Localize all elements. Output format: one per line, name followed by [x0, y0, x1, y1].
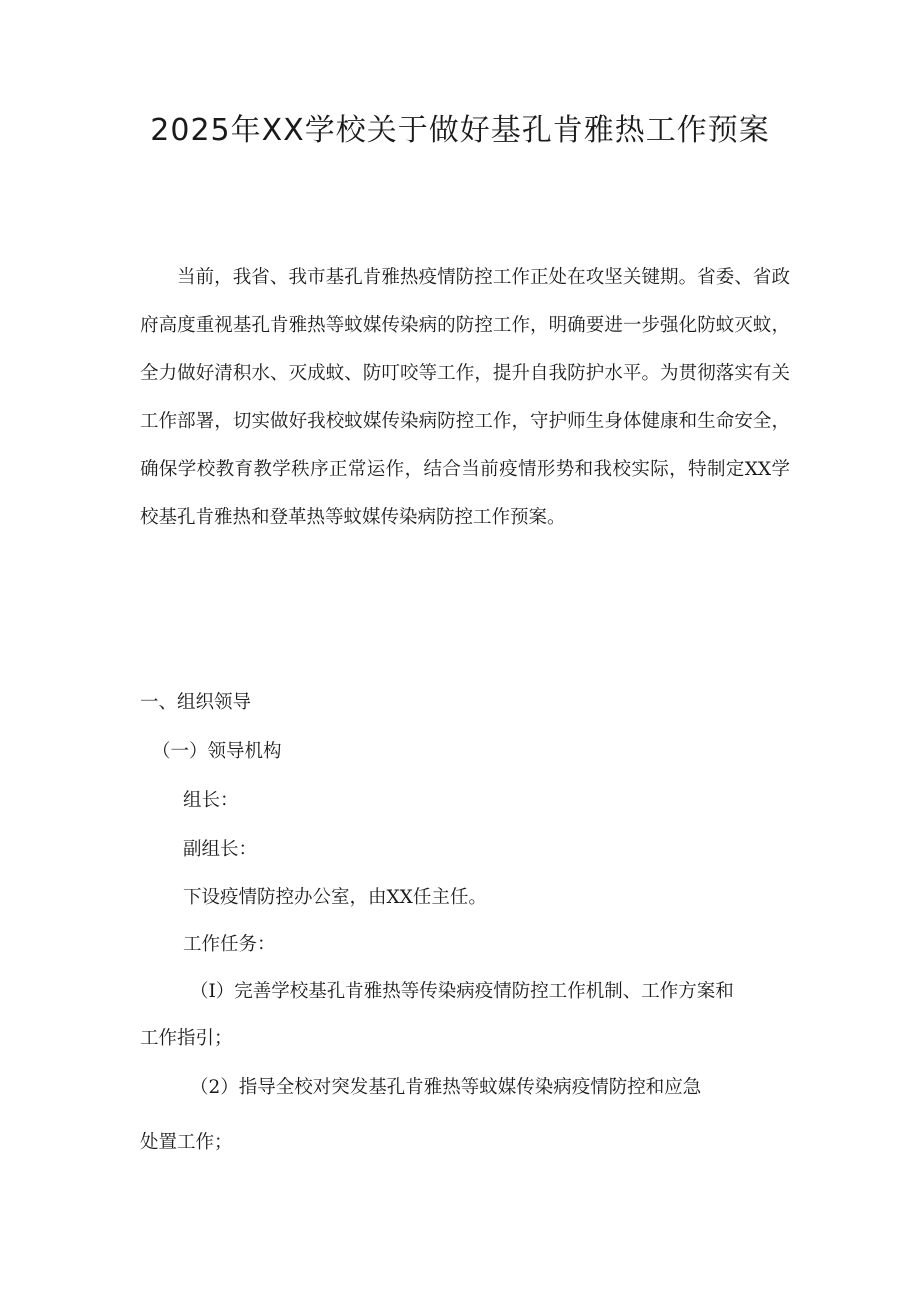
leader-label: 组长： — [183, 790, 239, 811]
task-item-2-line-2: 处置工作； — [140, 1132, 233, 1153]
task-item-2-line-1: （2）指导全校对突发基孔肯雅热等蚊媒传染病疫情防控和应急 — [190, 1077, 702, 1098]
office-text: 下设疫情防控办公室，由XX任主任。 — [183, 887, 487, 908]
deputy-leader-label: 副组长： — [183, 839, 258, 860]
task-item-1-line-1: （I）完善学校基孔肯雅热等传染病疫情防控工作机制、工作方案和 — [190, 981, 734, 1002]
document-title: 2025年XX学校关于做好基孔肯雅热工作预案 — [150, 113, 770, 148]
tasks-label: 工作任务： — [183, 934, 276, 955]
subsection-heading: （一）领导机构 — [152, 741, 282, 762]
task-item-1-line-2: 工作指引； — [140, 1028, 233, 1049]
intro-paragraph: 当前，我省、我市基孔肯雅热疫情防控工作正处在攻坚关键期。省委、省政府高度重视基孔肯雅热等蚊媒传染病的防控工作，明确要进一步强化防蚊灭蚊，全力做好清积水、灭成蚊、防叮咬等工作，提升自我防护水平。为贯彻落实有关工作部署，切实做好我校蚊媒传染病防控工作，守护师生身体健康和生命安全，确保学校教育教学秩序正常运作，结合当前疫情形势和我校实际，特制定XX学校基孔肯雅热和登革热等蚊媒传染病防控工作预案。 — [140, 267, 790, 528]
section-heading: 一、组织领导 — [140, 692, 252, 713]
